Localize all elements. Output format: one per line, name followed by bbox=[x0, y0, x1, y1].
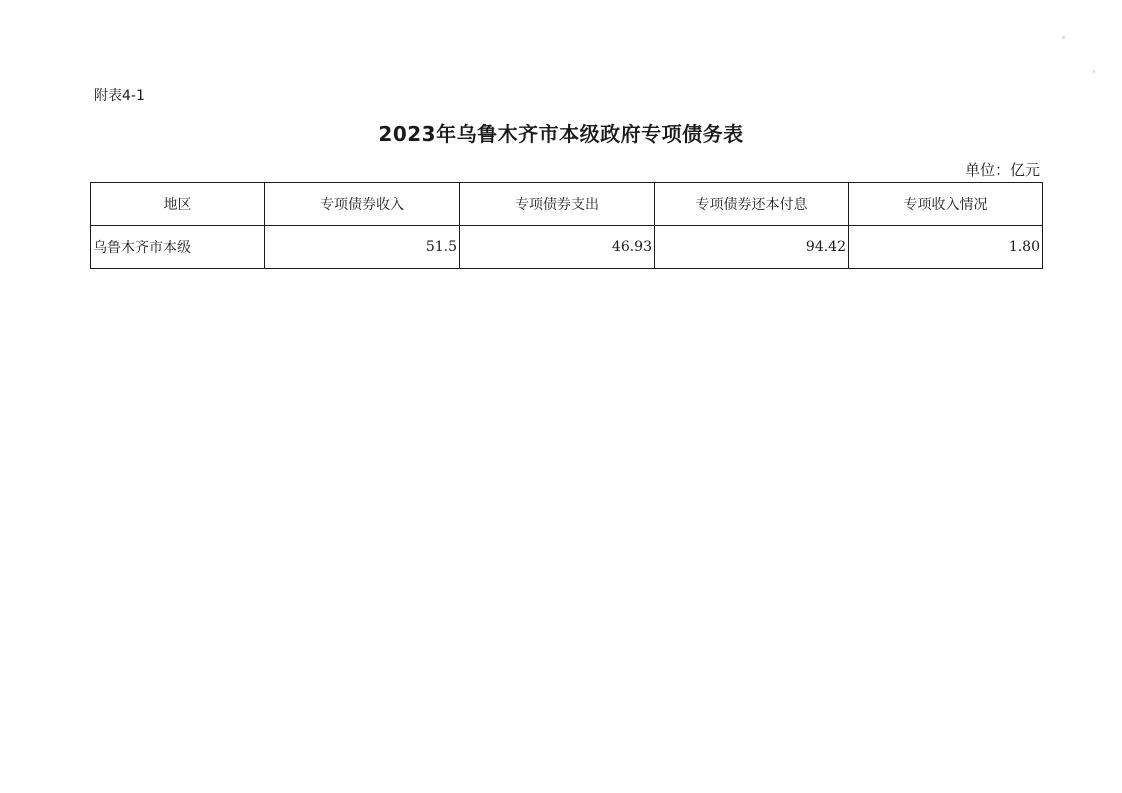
header-region: 地区 bbox=[91, 183, 265, 226]
scan-speck bbox=[1062, 36, 1065, 39]
cell-special-income: 1.80 bbox=[849, 226, 1043, 269]
cell-region: 乌鲁木齐市本级 bbox=[91, 226, 265, 269]
cell-bond-repayment: 94.42 bbox=[655, 226, 849, 269]
header-special-income: 专项收入情况 bbox=[849, 183, 1043, 226]
scan-speck bbox=[1093, 70, 1095, 73]
cell-bond-income: 51.5 bbox=[265, 226, 460, 269]
special-debt-table bbox=[90, 182, 1043, 269]
appendix-label: 附表4-1 bbox=[94, 88, 145, 104]
table-row bbox=[91, 226, 1043, 269]
header-bond-repayment: 专项债券还本付息 bbox=[655, 183, 849, 226]
cell-bond-expenditure: 46.93 bbox=[460, 226, 655, 269]
header-bond-income: 专项债券收入 bbox=[265, 183, 460, 226]
unit-label: 单位：亿元 bbox=[964, 161, 1040, 179]
header-bond-expenditure: 专项债券支出 bbox=[460, 183, 655, 226]
table-header-row bbox=[91, 183, 1043, 226]
document-title: 2023年乌鲁木齐市本级政府专项债务表 bbox=[378, 122, 744, 146]
